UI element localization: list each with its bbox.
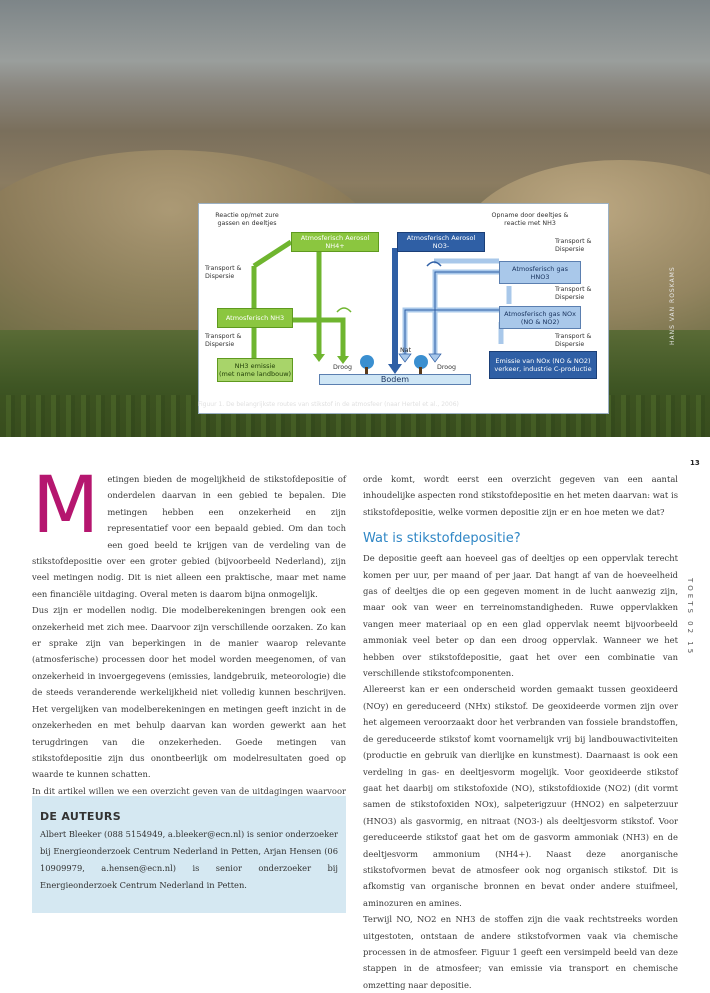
paragraph: In dit artikel willen we een overzicht geven van de uitdagingen waarvoor [32,785,346,796]
paragraph: etingen bieden de mogelijkheid de stikstofdepositie of onderdelen daarvan in een gebied te bepalen. Die metingen hebben een onzekerheid en zijn representatief voor een bepaald gebied. Om dan toch een goed beeld te krijgen van de verdeling van de stikstofdepositie over een groter gebied (bijvoorbeeld Nederland), zijn veel metingen nodig. Dit is niet alleen een praktische, maar met name een financiële uitdaging. Overal meten is daarom bijna onmogelijk. [32,474,346,599]
label-transport-left-1: Transport & Dispersie [205,265,242,280]
box-nh3-emission: NH3 emissie (met name landbouw) [217,358,293,382]
paragraph: Dus zijn er modellen nodig. Die modelberekeningen brengen ook een onzekerheid met zich mee. Daarvoor zijn verschillende oorzaken. Zo kan er sprake zijn van beperkingen in de manier waarop relevante (atmosferische) processen door het model worden meegenomen, of van onzekerheid in invoergegevens (emissies, landgebruik, meteorologie) die de steeds veranderende werkelijkheid niet volledig kunnen beschrijven. Het vergelijken van modelberekeningen en metingen geeft inzicht in de onzekerheden en met behulp daarvan kan worden gewerkt aan het terugdringen van die onzekerheden. Goede metingen van stikstofdepositie zijn dus onontbeerlijk om modelresultaten goed op waarde te kunnen schatten. [32,605,346,780]
paragraph: De depositie geeft aan hoeveel gas of deeltjes op een oppervlak terecht komen per uur, per maand of per jaar. Dat hangt af van de hoeveelheid gas of deeltjes die op een gegeven moment in de lucht aanwezig zijn, maar ook van weer en terreinomstandigheden. Ruwe oppervlakken vangen meer materiaal op en een glad oppervlak neemt bijvoorbeeld ammoniak veel beter op dan een droog oppervlak. Wanneer we het hebben over stikstofdepositie, gaat het over een combinatie van verschillende stikstofcomponenten. [363,553,678,679]
label-transport-right-1: Transport & Dispersie [555,238,592,253]
box-aerosol-nh4: Atmosferisch Aerosol NH4+ [291,232,379,252]
figure-caption: Figuur 1. De belangrijkste routes van stikstof in de atmosfeer (naar Hertel et al., 2006) [198,401,459,408]
box-bodem: Bodem [319,374,471,385]
label-droog-right: Droog [437,364,457,371]
label-transport-right-3: Transport & Dispersie [555,333,592,348]
box-nox-emission: Emissie van NOx (NO & NO2) verkeer, industrie C-productie [489,351,597,379]
arrow-hno3-dry [435,272,499,354]
page-number: 13 [690,459,700,467]
paragraph: Terwijl NO, NO2 en NH3 de stoffen zijn die vaak rechtstreeks worden uitgestoten, ontstaan de andere stikstofvormen vaak via chemische processen in de atmosfeer. Figuur 1 geeft een versimpeld beeld van deze stappen in de atmosfeer; van emissie via transport en chemische omzetting naar depositie. [363,914,678,990]
authors-box [32,796,346,913]
label-transport-left-2: Transport & Dispersie [205,333,242,348]
arrow-nox-dry [405,310,499,354]
nitrogen-routes-diagram [198,203,609,414]
paragraph: Allereerst kan er een onderscheid worden gemaakt tussen geoxideerd (NOy) en gereduceerd (NHx) stikstof. De geoxideerde vormen zijn over het algemeen veroorzaakt door het verbranden van fossiele brandstoffen, de gereduceerde stikstof komt voornamelijk vrij bij landbouwactiviteiten (productie en gebruik van dierlijke en kunstmest). Daarnaast is ook een verdeling in gas- en deeltjesvorm mogelijk. Voor geoxideerde stikstof gaat het daarbij om stikstofoxide (NO), stikstofdioxide (NO2) (dit vormt samen de stikstofoxiden NOx), salpeterigzuur (HNO2) en salpeterzuur (HNO3) als gasvormig, en nitraat (NO3-) als deeltjesvorm stikstof. Voor gereduceerde stikstof gaat het om de gasvorm ammoniak (NH3) en de deeltjesvorm ammonium (NH4+). Naast deze anorganische stikstofvormen bevat de atmosfeer ook nog organisch stikstof. Dit is afkomstig van organische bronnen en bevat onder andere stuifmeel, aminozuren en amines. [363,684,678,908]
label-nat: Nat [400,347,412,354]
arrow-nh3-to-aerosol [254,242,291,266]
drop-cap: M [32,461,100,551]
box-aerosol-no3: Atmosferisch Aerosol NO3- [397,232,485,252]
photo-credit: HANS VAN ROSKAMS [669,266,676,345]
authors-text: Albert Bleeker (088 5154949, a.bleeker@ecn.nl) is senior onderzoeker bij Energieonderzoek Centrum Nederland in Petten, Arjan Hensen (06 10909979, a.hensen@ecn.nl) is senior onderzoeker bij Energieonderzoek Centrum Nederland in Petten. [40,829,338,890]
column-left [32,461,346,832]
arrow-nh3-dry [289,320,343,356]
box-gas-hno3: Atmosferisch gas HNO3 [499,261,581,284]
label-transport-right-2: Transport & Dispersie [555,286,592,301]
authors-title: DE AUTEURS [40,810,121,823]
label-droog-left: Droog [333,364,353,371]
box-nh3: Atmosferisch NH3 [217,308,293,328]
label-uptake-right: Opname door deeltjes & reactie met NH3 [491,212,569,227]
tree-icon-left [360,355,374,374]
paragraph: orde komt, wordt eerst een overzicht gegeven van een aantal inhoudelijke aspecten rond stikstofdepositie en het meten daarvan: wat is stikstofdepositie, welke vormen depositie zijn er en hoe meten we dat? [363,474,678,517]
running-head: TOETS 02 15 [686,578,694,657]
tree-icon-right [414,355,428,374]
column-right [363,471,678,993]
box-gas-nox: Atmosferisch gas NOx (NO & NO2) [499,306,581,329]
section-title: Wat is stikstofdepositie? [363,531,521,547]
label-reaction-left: Reactie op/met zure gassen en deeltjes [215,212,279,227]
